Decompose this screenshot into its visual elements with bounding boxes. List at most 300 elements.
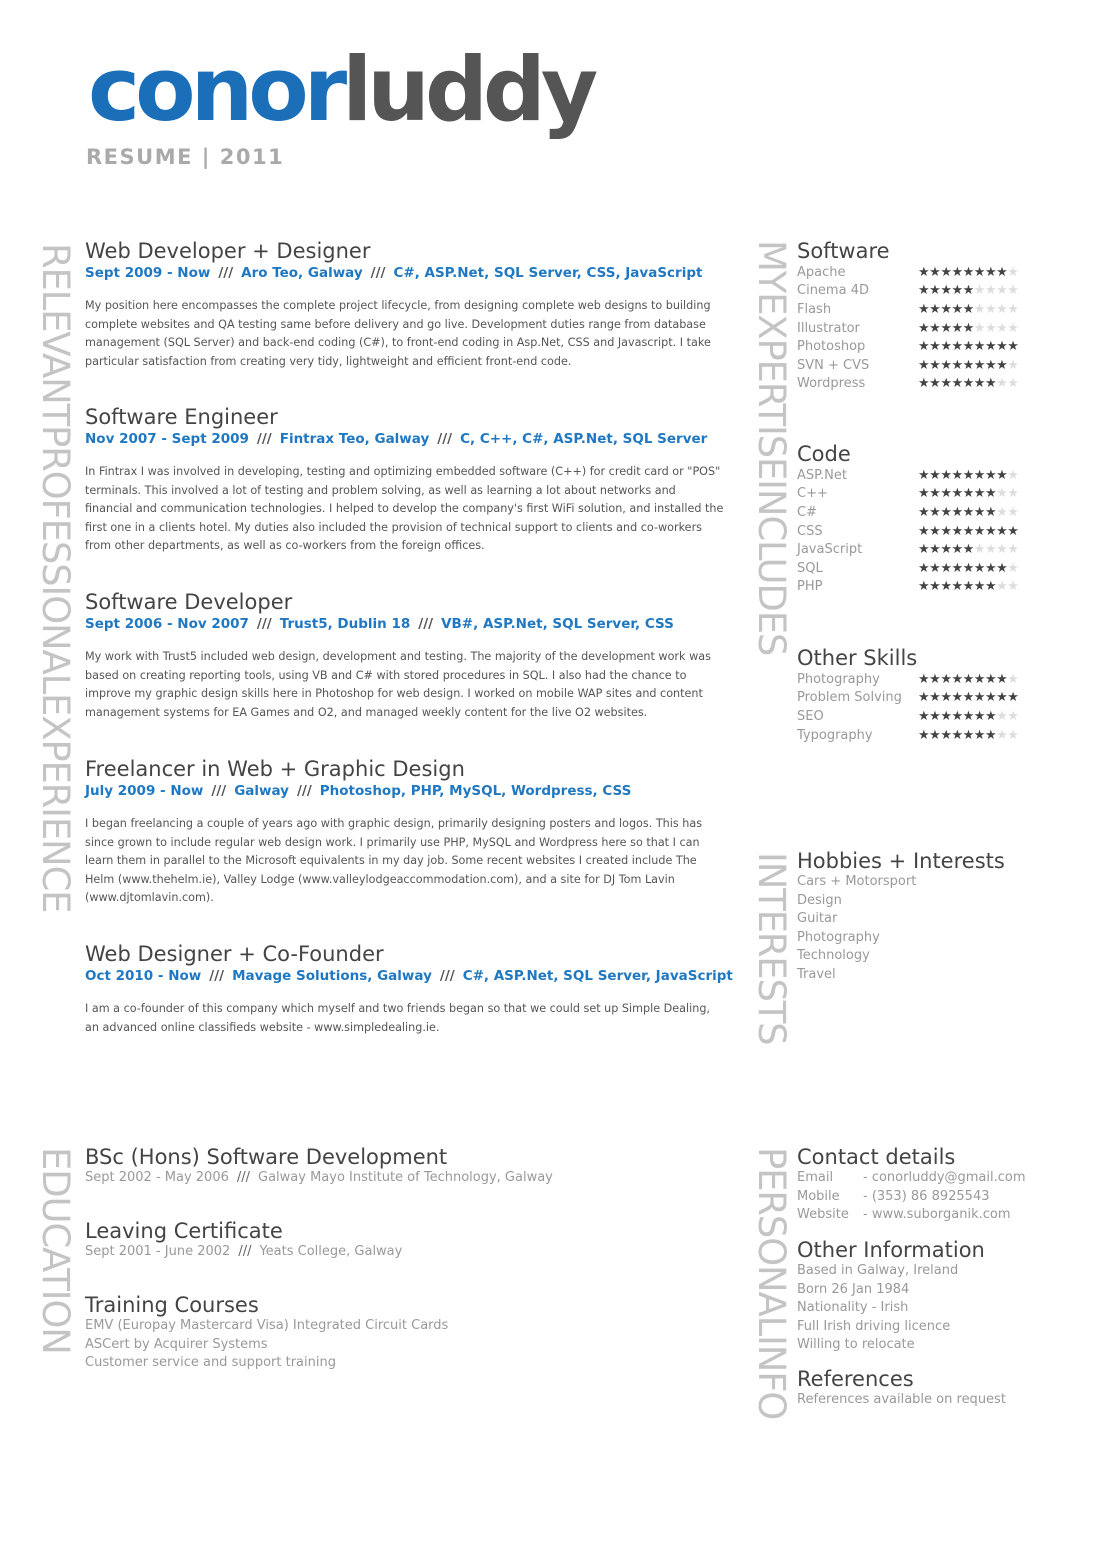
resume-subtitle: RESUME | 2011 <box>86 145 285 169</box>
contact-row-email <box>797 1169 1057 1188</box>
job-entry <box>85 590 725 722</box>
job-title: Software Developer <box>85 590 293 614</box>
star-filled-icon: ★ <box>918 283 930 299</box>
skill-list <box>797 263 1057 393</box>
star-filled-icon: ★ <box>940 690 952 706</box>
star-empty-icon: ★ <box>973 283 985 299</box>
star-filled-icon: ★ <box>984 560 997 576</box>
star-filled-icon: ★ <box>918 264 930 280</box>
star-filled-icon: ★ <box>929 376 941 392</box>
separator: /// <box>236 1170 251 1185</box>
star-filled-icon: ★ <box>918 708 930 724</box>
star-filled-icon: ★ <box>940 486 952 502</box>
side-title-interests <box>750 852 793 1045</box>
star-filled-icon: ★ <box>929 486 941 502</box>
skill-row <box>797 707 1057 726</box>
star-filled-icon: ★ <box>962 727 974 743</box>
star-filled-icon: ★ <box>929 542 941 558</box>
star-rating <box>918 266 1018 279</box>
star-filled-icon: ★ <box>973 708 985 724</box>
skill-name: C++ <box>797 486 828 502</box>
skill-name: Photoshop <box>797 339 866 355</box>
skill-name: Apache <box>797 264 846 280</box>
hobbies-section <box>797 849 1057 985</box>
star-filled-icon: ★ <box>951 560 963 576</box>
education-entry <box>85 1219 705 1262</box>
separator: /// <box>211 783 227 799</box>
side-title-word: INCLUDES <box>750 479 793 656</box>
star-filled-icon: ★ <box>973 339 985 355</box>
skill-row <box>797 522 1057 541</box>
skill-list <box>797 670 1057 744</box>
contact-label: Website <box>797 1207 849 1222</box>
star-filled-icon: ★ <box>962 357 974 373</box>
star-filled-icon: ★ <box>984 671 997 687</box>
separator: /// <box>256 431 272 447</box>
star-filled-icon: ★ <box>973 690 985 706</box>
star-empty-icon: ★ <box>1007 467 1019 483</box>
side-title-word: PROFESSIONAL <box>34 425 77 694</box>
star-filled-icon: ★ <box>951 579 963 595</box>
star-rating <box>918 284 1018 297</box>
star-filled-icon: ★ <box>940 320 952 336</box>
star-filled-icon: ★ <box>984 579 997 595</box>
star-filled-icon: ★ <box>962 283 974 299</box>
star-filled-icon: ★ <box>951 671 963 687</box>
skill-row <box>797 337 1057 356</box>
star-filled-icon: ★ <box>929 301 941 317</box>
skill-row <box>797 466 1057 485</box>
star-filled-icon: ★ <box>940 467 952 483</box>
logo-last-name: luddy <box>342 38 594 141</box>
star-empty-icon: ★ <box>984 301 997 317</box>
job-description: In Fintrax I was involved in developing, testing and optimizing embedded software (C++) for credit card or "POS" terminals. This involved a lot of testing and problem solving, as well as learning a lot about networks and financial and communication technologies. I helped to develop the company's first WiFi solution, and installed the first one in a clients hotel. My duties also included the provision of technical support to clients and co-workers from other departments, as well as co-workers from the foreign offices. <box>85 465 724 552</box>
star-rating <box>918 729 1018 742</box>
star-empty-icon: ★ <box>996 504 1008 520</box>
separator: /// <box>256 616 272 632</box>
skills-other <box>797 646 1057 744</box>
star-filled-icon: ★ <box>940 504 952 520</box>
skill-name: Typography <box>797 727 873 743</box>
job-meta <box>85 781 725 801</box>
star-rating <box>918 562 1018 575</box>
skill-name: Problem Solving <box>797 690 902 706</box>
star-filled-icon: ★ <box>940 283 952 299</box>
star-filled-icon: ★ <box>984 708 997 724</box>
skill-row <box>797 282 1057 301</box>
skill-name: Illustrator <box>797 320 860 336</box>
skills-software <box>797 239 1057 393</box>
job-title: Web Designer + Co-Founder <box>85 942 384 966</box>
star-empty-icon: ★ <box>996 579 1008 595</box>
star-filled-icon: ★ <box>984 523 997 539</box>
star-filled-icon: ★ <box>984 467 997 483</box>
star-filled-icon: ★ <box>973 579 985 595</box>
contact-value: - www.suborganik.com <box>863 1207 1011 1222</box>
training-list <box>85 1317 705 1373</box>
star-empty-icon: ★ <box>1007 727 1019 743</box>
logo-first-name: conor <box>88 38 343 141</box>
job-place: Trust5, Dublin 18 <box>279 616 411 632</box>
star-filled-icon: ★ <box>918 486 930 502</box>
star-filled-icon: ★ <box>918 523 930 539</box>
side-title-word: INFO <box>750 1335 793 1420</box>
skill-name: Cinema 4D <box>797 283 869 299</box>
star-filled-icon: ★ <box>973 504 985 520</box>
contact-value: - (353) 86 8925543 <box>863 1188 990 1204</box>
star-empty-icon: ★ <box>1007 708 1019 724</box>
star-filled-icon: ★ <box>951 376 963 392</box>
hobby-item: Guitar <box>797 911 838 927</box>
side-title-word: EDUCATION <box>34 1147 77 1354</box>
star-filled-icon: ★ <box>918 504 930 520</box>
star-filled-icon: ★ <box>940 357 952 373</box>
hobbies-title: Hobbies + Interests <box>797 849 1005 873</box>
star-filled-icon: ★ <box>996 671 1008 687</box>
star-empty-icon: ★ <box>1007 320 1019 336</box>
star-filled-icon: ★ <box>996 467 1008 483</box>
star-filled-icon: ★ <box>918 467 930 483</box>
side-title-education <box>34 1147 77 1354</box>
star-filled-icon: ★ <box>918 357 930 373</box>
contact-label: Email <box>797 1170 834 1185</box>
star-empty-icon: ★ <box>1007 376 1019 392</box>
skills-title: Code <box>797 442 851 466</box>
star-filled-icon: ★ <box>918 727 930 743</box>
star-filled-icon: ★ <box>918 320 930 336</box>
star-filled-icon: ★ <box>918 376 930 392</box>
job-meta <box>85 614 725 634</box>
star-filled-icon: ★ <box>929 560 941 576</box>
star-empty-icon: ★ <box>984 542 997 558</box>
star-filled-icon: ★ <box>996 690 1008 706</box>
star-filled-icon: ★ <box>918 339 930 355</box>
training-item: EMV (Europay Mastercard Visa) Integrated Circuit Cards <box>85 1318 449 1333</box>
job-entry <box>85 757 725 908</box>
side-title-word: MY <box>750 240 793 293</box>
star-empty-icon: ★ <box>996 283 1008 299</box>
star-filled-icon: ★ <box>984 727 997 743</box>
star-empty-icon: ★ <box>1007 357 1019 373</box>
star-rating <box>918 506 1018 519</box>
star-filled-icon: ★ <box>940 579 952 595</box>
star-filled-icon: ★ <box>996 560 1008 576</box>
star-filled-icon: ★ <box>929 320 941 336</box>
skill-name: SEO <box>797 708 824 724</box>
education-place: Yeats College, Galway <box>259 1244 403 1259</box>
education-place: Galway Mayo Institute of Technology, Galway <box>258 1170 553 1185</box>
job-description: My work with Trust5 included web design, development and testing. The majority of the development work was based on creating reporting tools, using VB and C# with stored procedures in SQL. I also had the chance to improve my graphic design skills here in Photoshop for web design. I worked on mobile WAP sites and content management systems for EA Games and O2, and managed weekly content for the live O2 websites. <box>85 650 711 719</box>
star-filled-icon: ★ <box>984 264 997 280</box>
star-filled-icon: ★ <box>918 579 930 595</box>
star-filled-icon: ★ <box>962 486 974 502</box>
skill-row <box>797 503 1057 522</box>
skill-row <box>797 559 1057 578</box>
star-filled-icon: ★ <box>984 690 997 706</box>
star-filled-icon: ★ <box>984 357 997 373</box>
star-filled-icon: ★ <box>929 283 941 299</box>
job-tech: C#, ASP.Net, SQL Server, JavaScript <box>462 968 733 984</box>
skill-name: JavaScript <box>797 542 863 558</box>
star-filled-icon: ★ <box>1007 523 1019 539</box>
star-filled-icon: ★ <box>940 708 952 724</box>
star-filled-icon: ★ <box>929 523 941 539</box>
other-info-item: Willing to relocate <box>797 1337 915 1353</box>
skill-row <box>797 375 1057 394</box>
hobby-item: Cars + Motorsport <box>797 874 917 889</box>
star-filled-icon: ★ <box>951 708 963 724</box>
star-rating <box>918 525 1018 538</box>
references-text: References available on request <box>797 1392 1006 1407</box>
star-filled-icon: ★ <box>996 523 1008 539</box>
star-filled-icon: ★ <box>962 542 974 558</box>
education-title: BSc (Hons) Software Development <box>85 1145 448 1169</box>
star-filled-icon: ★ <box>929 339 941 355</box>
skill-name: Photography <box>797 671 880 687</box>
skill-row <box>797 356 1057 375</box>
star-filled-icon: ★ <box>929 504 941 520</box>
job-meta <box>85 263 725 283</box>
star-rating <box>918 673 1018 686</box>
skill-name: SVN + CVS <box>797 357 870 373</box>
education-dates: Sept 2002 - May 2006 <box>85 1170 229 1185</box>
job-dates: Oct 2010 - Now <box>85 968 202 984</box>
star-filled-icon: ★ <box>1007 690 1019 706</box>
star-empty-icon: ★ <box>996 376 1008 392</box>
star-rating <box>918 691 1018 704</box>
job-place: Aro Teo, Galway <box>241 265 363 281</box>
training-title: Training Courses <box>85 1293 259 1317</box>
hobby-item: Technology <box>797 948 870 964</box>
skill-name: ASP.Net <box>797 467 847 483</box>
separator: /// <box>218 265 234 281</box>
star-filled-icon: ★ <box>996 264 1008 280</box>
star-filled-icon: ★ <box>929 357 941 373</box>
star-filled-icon: ★ <box>1007 339 1019 355</box>
skill-row <box>797 726 1057 745</box>
contact-row-website <box>797 1206 1057 1225</box>
star-rating <box>918 469 1018 482</box>
job-entry <box>85 942 733 1037</box>
star-filled-icon: ★ <box>962 579 974 595</box>
star-filled-icon: ★ <box>962 523 974 539</box>
star-filled-icon: ★ <box>973 467 985 483</box>
other-info-item: Based in Galway, Ireland <box>797 1263 959 1278</box>
star-empty-icon: ★ <box>1007 579 1019 595</box>
star-filled-icon: ★ <box>940 671 952 687</box>
star-filled-icon: ★ <box>951 523 963 539</box>
skill-row <box>797 263 1057 282</box>
star-rating <box>918 340 1018 353</box>
star-filled-icon: ★ <box>929 671 941 687</box>
star-filled-icon: ★ <box>973 560 985 576</box>
contact-value: - conorluddy@gmail.com <box>863 1170 1026 1185</box>
skills-title: Other Skills <box>797 646 918 670</box>
star-filled-icon: ★ <box>962 671 974 687</box>
star-filled-icon: ★ <box>962 301 974 317</box>
star-empty-icon: ★ <box>1007 671 1019 687</box>
side-title-word: INTERESTS <box>750 852 793 1045</box>
star-filled-icon: ★ <box>973 376 985 392</box>
star-filled-icon: ★ <box>918 690 930 706</box>
separator: /// <box>437 431 453 447</box>
star-filled-icon: ★ <box>951 542 963 558</box>
star-empty-icon: ★ <box>996 542 1008 558</box>
side-title-word: RELEVANT <box>34 243 77 426</box>
skill-name: Wordpress <box>797 376 866 392</box>
job-meta <box>85 966 733 986</box>
separator: /// <box>370 265 386 281</box>
job-dates: Nov 2007 - Sept 2009 <box>85 431 249 447</box>
separator: /// <box>439 968 455 984</box>
other-info-item: Born 26 Jan 1984 <box>797 1281 910 1297</box>
star-empty-icon: ★ <box>973 301 985 317</box>
skill-row <box>797 670 1057 689</box>
star-rating <box>918 580 1018 593</box>
star-filled-icon: ★ <box>918 301 930 317</box>
star-filled-icon: ★ <box>929 264 941 280</box>
star-filled-icon: ★ <box>996 339 1008 355</box>
star-filled-icon: ★ <box>973 727 985 743</box>
star-filled-icon: ★ <box>951 283 963 299</box>
star-empty-icon: ★ <box>996 320 1008 336</box>
star-filled-icon: ★ <box>962 504 974 520</box>
side-title-word: EXPERIENCE <box>34 693 77 913</box>
job-description: I am a co-founder of this company which myself and two friends began so that we could set up Simple Dealing, an advanced online classifieds website - www.simpledealing.ie. <box>85 1002 710 1034</box>
star-rating <box>918 377 1018 390</box>
star-filled-icon: ★ <box>929 727 941 743</box>
star-empty-icon: ★ <box>1007 264 1019 280</box>
skill-row <box>797 485 1057 504</box>
star-filled-icon: ★ <box>929 708 941 724</box>
training-item: ASCert by Acquirer Systems <box>85 1336 268 1352</box>
star-rating <box>918 543 1018 556</box>
star-filled-icon: ★ <box>929 690 941 706</box>
star-filled-icon: ★ <box>962 376 974 392</box>
star-filled-icon: ★ <box>940 301 952 317</box>
training-item: Customer service and support training <box>85 1355 336 1370</box>
star-empty-icon: ★ <box>984 320 997 336</box>
job-dates: Sept 2006 - Nov 2007 <box>85 616 249 632</box>
separator: /// <box>209 968 225 984</box>
star-filled-icon: ★ <box>973 523 985 539</box>
education-entry <box>85 1145 705 1188</box>
skill-name: C# <box>797 504 817 520</box>
star-filled-icon: ★ <box>940 560 952 576</box>
skill-row <box>797 689 1057 708</box>
star-filled-icon: ★ <box>918 560 930 576</box>
star-empty-icon: ★ <box>1007 504 1019 520</box>
job-place: Galway <box>234 783 289 799</box>
star-filled-icon: ★ <box>940 376 952 392</box>
skill-name: Flash <box>797 301 832 317</box>
skill-list <box>797 466 1057 596</box>
job-entry <box>85 239 725 371</box>
side-title-experience <box>34 243 77 913</box>
star-filled-icon: ★ <box>996 357 1008 373</box>
separator: /// <box>296 783 312 799</box>
star-filled-icon: ★ <box>984 339 997 355</box>
star-filled-icon: ★ <box>973 264 985 280</box>
skills-code <box>797 442 1057 596</box>
star-filled-icon: ★ <box>951 264 963 280</box>
job-title: Freelancer in Web + Graphic Design <box>85 757 465 781</box>
job-place: Mavage Solutions, Galway <box>232 968 432 984</box>
contact-row-mobile <box>797 1188 1057 1207</box>
skill-row <box>797 540 1057 559</box>
side-title-word: EXPERTISE <box>750 292 793 480</box>
star-filled-icon: ★ <box>929 467 941 483</box>
job-entry <box>85 405 725 556</box>
star-filled-icon: ★ <box>951 320 963 336</box>
side-title-word: PERSONAL <box>750 1147 793 1336</box>
education-dates: Sept 2001 - June 2002 <box>85 1244 231 1259</box>
star-filled-icon: ★ <box>918 542 930 558</box>
star-filled-icon: ★ <box>962 339 974 355</box>
job-description: My position here encompasses the complete project lifecycle, from designing complete web designs to building complete websites and QA testing same before delivery and go live. Development duties range from database management (SQL Server) and back-end coding (C#), to front-end coding in Asp.Net, CSS and Javascript. I take particular satisfaction from creating very tidy, lightweight and efficient front-end code. <box>85 299 711 368</box>
skill-row <box>797 300 1057 319</box>
education-meta <box>85 1243 705 1262</box>
star-rating <box>918 710 1018 723</box>
skill-name: PHP <box>797 579 823 595</box>
star-filled-icon: ★ <box>962 690 974 706</box>
star-filled-icon: ★ <box>940 542 952 558</box>
star-empty-icon: ★ <box>1007 301 1019 317</box>
hobby-item: Design <box>797 892 842 908</box>
star-empty-icon: ★ <box>973 542 985 558</box>
star-filled-icon: ★ <box>962 320 974 336</box>
star-empty-icon: ★ <box>1007 560 1019 576</box>
star-filled-icon: ★ <box>951 690 963 706</box>
star-filled-icon: ★ <box>962 467 974 483</box>
star-empty-icon: ★ <box>984 283 997 299</box>
training-section <box>85 1293 705 1373</box>
star-filled-icon: ★ <box>940 727 952 743</box>
star-filled-icon: ★ <box>984 486 997 502</box>
star-empty-icon: ★ <box>973 320 985 336</box>
references-section <box>797 1367 1057 1410</box>
skills-title: Software <box>797 239 890 263</box>
star-empty-icon: ★ <box>996 708 1008 724</box>
job-meta <box>85 429 725 449</box>
job-tech: VB#, ASP.Net, SQL Server, CSS <box>441 616 674 632</box>
separator: /// <box>418 616 434 632</box>
star-empty-icon: ★ <box>996 486 1008 502</box>
star-filled-icon: ★ <box>984 376 997 392</box>
star-filled-icon: ★ <box>973 357 985 373</box>
star-empty-icon: ★ <box>996 727 1008 743</box>
hobbies-list <box>797 873 1057 985</box>
star-rating <box>918 322 1018 335</box>
job-title: Web Developer + Designer <box>85 239 371 263</box>
star-rating <box>918 359 1018 372</box>
other-info-item: Full Irish driving licence <box>797 1318 951 1334</box>
star-filled-icon: ★ <box>918 671 930 687</box>
references-title: References <box>797 1367 914 1391</box>
star-filled-icon: ★ <box>929 579 941 595</box>
star-filled-icon: ★ <box>940 339 952 355</box>
star-empty-icon: ★ <box>1007 486 1019 502</box>
star-filled-icon: ★ <box>940 264 952 280</box>
skill-row <box>797 319 1057 338</box>
education-title: Leaving Certificate <box>85 1219 283 1243</box>
star-filled-icon: ★ <box>962 708 974 724</box>
other-info-section <box>797 1238 1057 1355</box>
contact-title: Contact details <box>797 1145 956 1169</box>
hobby-item: Photography <box>797 929 880 945</box>
star-empty-icon: ★ <box>1007 542 1019 558</box>
star-filled-icon: ★ <box>951 727 963 743</box>
